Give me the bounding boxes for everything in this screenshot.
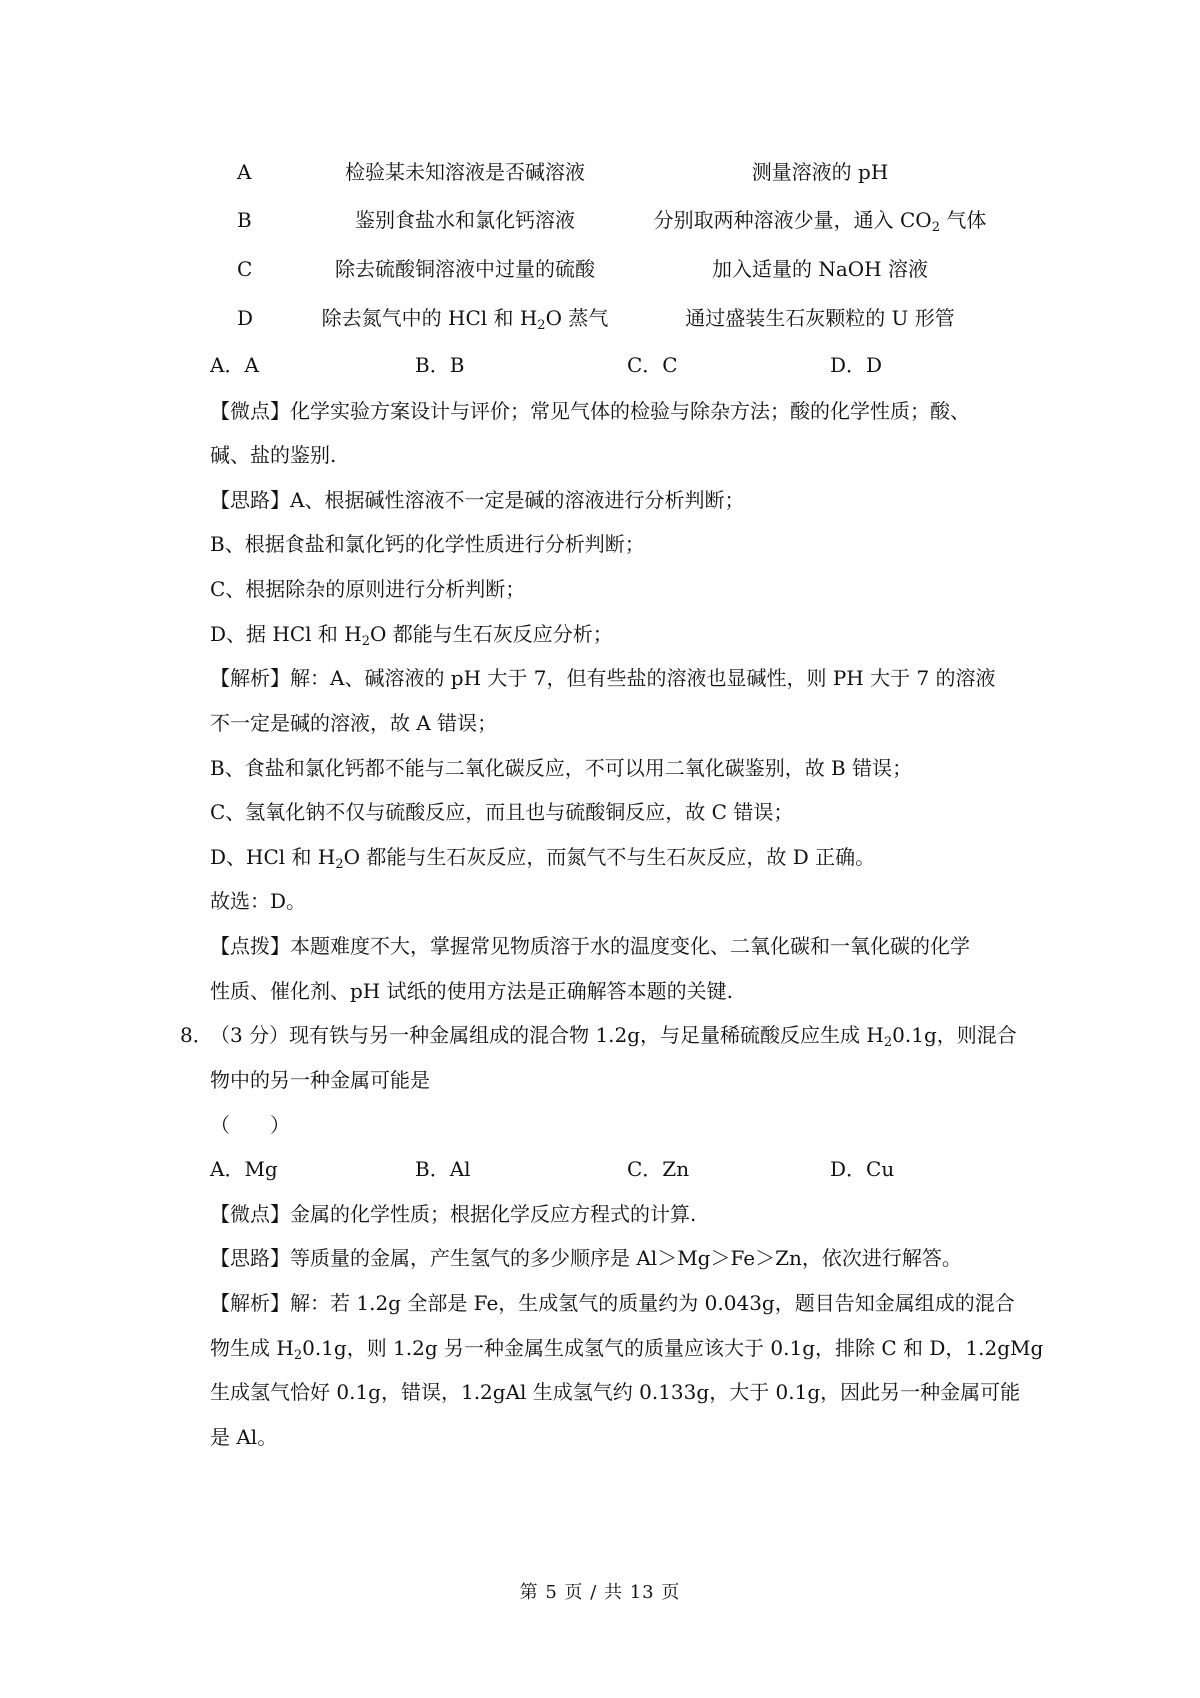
row-method [620,205,1020,235]
text: O 都能与生石灰反应，而氮气不与生石灰反应，故 D 正确。 [343,845,876,869]
row-purpose: 鉴别食盐水和氯化钙溶液 [355,208,575,232]
text: （3 分）现有铁与另一种金属组成的混合物 1.2g，与足量稀硫酸反应生成 H [210,1023,884,1047]
text: O 都能与生石灰反应分析； [369,622,613,646]
choice-d: D．D [830,353,883,377]
q7-answer: 故选：D。 [210,889,307,913]
q7-silu-line3: C、根据除杂的原则进行分析判断； [210,577,526,601]
q8-stem-line2: 物中的另一种金属可能是 [210,1068,430,1092]
subscript: 2 [293,1348,303,1363]
choice-d: D．Cu [830,1157,895,1181]
q8-jiexi-line3: 生成氢气恰好 0.1g，错误，1.2gAl 生成氢气约 0.133g，大于 0.1g，因此另一种金属可能 [210,1380,1021,1404]
text: 0.1g，则 1.2g 另一种金属生成氢气的质量应该大于 0.1g，排除 C 和 D，1.2gMg [302,1336,1044,1360]
subscript: 2 [361,634,370,649]
q7-silu-line2: B、根据食盐和氯化钙的化学性质进行分析判断； [210,532,645,556]
text: 物生成 H [210,1336,294,1360]
subscript: 2 [931,220,940,235]
choice-a: A．Mg [210,1157,278,1181]
method-text: 气体 [939,208,987,232]
row-letter: D [237,306,254,330]
q7-jiexi-line2: 不一定是碱的溶液，故 A 错误； [210,711,498,735]
q7-weidian-line1: 【微点】化学实验方案设计与评价；常见气体的检验与除杂方法；酸的化学性质；酸、 [210,399,970,423]
q8-jiexi-line4: 是 Al。 [210,1425,278,1449]
choice-b: B．B [415,353,465,377]
q7-dianbo-line2: 性质、催化剂、pH 试纸的使用方法是正确解答本题的关键. [210,979,733,1003]
q8-weidian: 【微点】金属的化学性质；根据化学反应方程式的计算. [210,1202,697,1226]
q7-jiexi-line3: B、食盐和氯化钙都不能与二氧化碳反应，不可以用二氧化碳鉴别，故 B 错误； [210,756,913,780]
q8-jiexi-line1: 【解析】解：若 1.2g 全部是 Fe，生成氢气的质量约为 0.043g，题目告知金属组成的混合 [210,1291,1015,1315]
text: D、HCl 和 H [210,845,336,869]
row-purpose [300,303,630,333]
row-purpose: 检验某未知溶液是否碱溶液 [345,160,585,184]
method-text: 分别取两种溶液少量，通入 CO [653,208,932,232]
row-letter: C [237,257,253,281]
choice-b: B．Al [415,1157,471,1181]
purpose-text: O 蒸气 [545,306,609,330]
text: D、据 HCl 和 H [210,622,362,646]
purpose-text: 除去氮气中的 HCl 和 H [321,306,538,330]
subscript: 2 [883,1035,893,1050]
q7-jiexi-line4: C、氢氧化钠不仅与硫酸反应，而且也与硫酸铜反应，故 C 错误； [210,800,794,824]
q7-jiexi-line1: 【解析】解：A、碱溶液的 pH 大于 7，但有些盐的溶液也显碱性，则 PH 大于 7 的溶液 [210,666,996,690]
choice-c: C．C [627,353,678,377]
choice-c: C．Zn [627,1157,690,1181]
row-method: 加入适量的 NaOH 溶液 [712,257,928,281]
row-purpose: 除去硫酸铜溶液中过量的硫酸 [335,257,595,281]
q8-stem-line1 [210,1020,1017,1050]
row-method: 通过盛装生石灰颗粒的 U 形管 [685,306,955,330]
subscript: 2 [537,318,546,333]
choice-a: A．A [210,353,259,377]
row-letter: A [237,160,252,184]
q7-silu-line4 [210,619,613,649]
q7-silu-line1: 【思路】A、根据碱性溶液不一定是碱的溶液进行分析判断； [210,488,745,512]
row-method: 测量溶液的 pH [751,160,889,184]
subscript: 2 [335,857,344,872]
q7-weidian-line2: 碱、盐的鉴别. [210,443,337,467]
q7-dianbo-line1: 【点拨】本题难度不大，掌握常见物质溶于水的温度变化、二氧化碳和一氧化碳的化学 [210,934,970,958]
page-footer: 第 5 页 / 共 13 页 [519,1582,681,1603]
text: 0.1g，则混合 [892,1023,1017,1047]
q8-jiexi-line2 [210,1333,1043,1363]
q8-number: 8． [180,1023,213,1047]
row-letter: B [237,208,252,232]
q8-blank: （ ） [210,1113,290,1137]
q8-silu: 【思路】等质量的金属，产生氢气的多少顺序是 Al＞Mg＞Fe＞Zn，依次进行解答。 [210,1246,962,1270]
q7-jiexi-line5 [210,842,875,872]
